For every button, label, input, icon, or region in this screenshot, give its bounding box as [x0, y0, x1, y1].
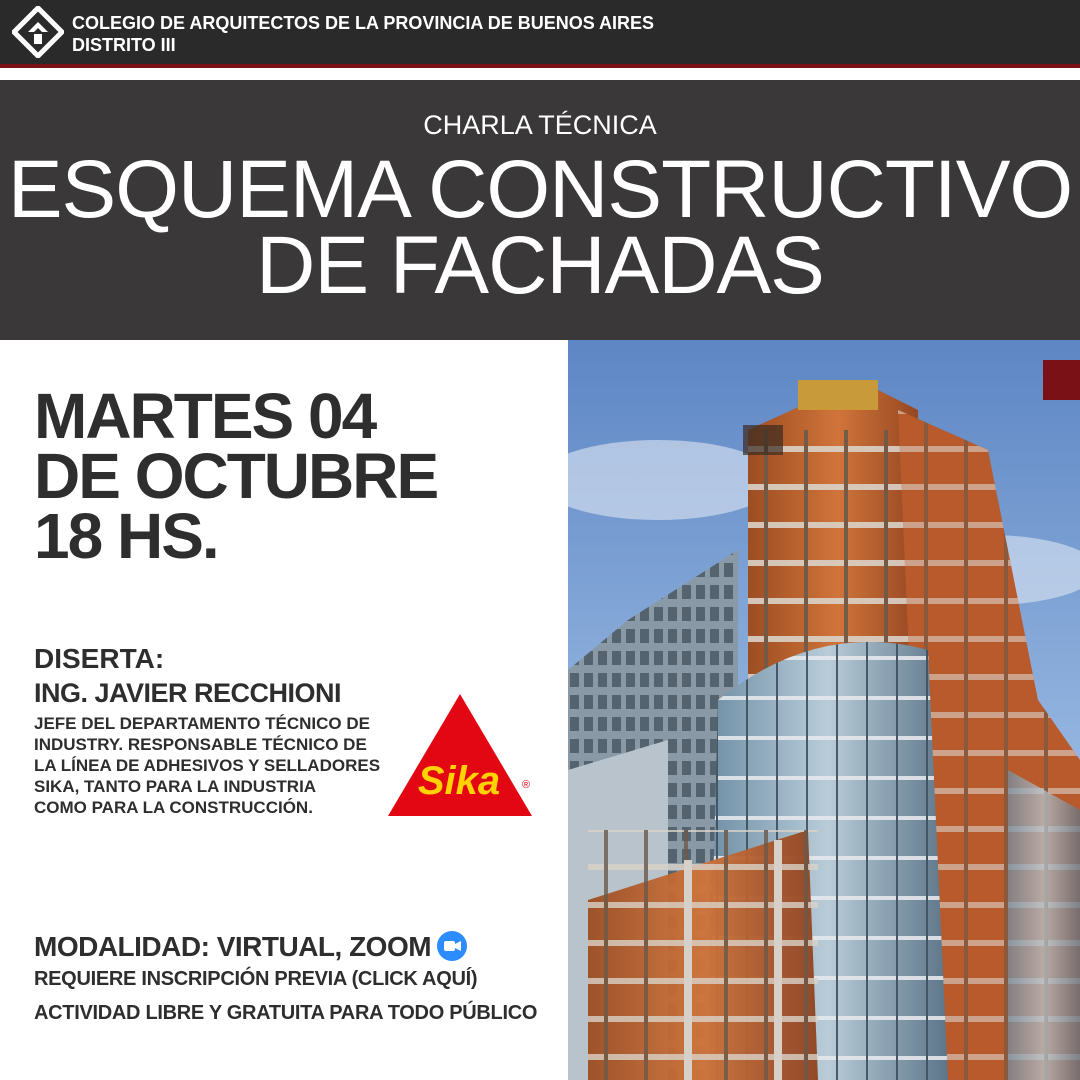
sika-logo: [386, 690, 536, 818]
org-line2: DISTRITO III: [72, 35, 176, 55]
title-line1: ESQUEMA CONSTRUCTIVO: [7, 144, 1073, 235]
colegio-logo-icon: [12, 6, 64, 58]
desc-line: INDUSTRY. RESPONSABLE TÉCNICO DE: [34, 735, 367, 754]
event-time: 18 HS.: [34, 500, 218, 572]
sika-logo-text: Sika: [417, 759, 501, 803]
header-accent-line: [0, 64, 1080, 68]
modality-text: MODALIDAD: VIRTUAL, ZOOM: [34, 931, 432, 962]
title-line2: DE FACHADAS: [256, 220, 824, 311]
desc-line: COMO PARA LA CONSTRUCCIÓN.: [34, 798, 313, 817]
date-line2: DE OCTUBRE: [34, 440, 438, 512]
signup-link[interactable]: REQUIERE INSCRIPCIÓN PREVIA (CLICK AQUÍ): [34, 968, 478, 990]
desc-line: JEFE DEL DEPARTAMENTO TÉCNICO DE: [34, 714, 370, 733]
accent-block: [1043, 360, 1080, 400]
zoom-icon: [437, 931, 467, 961]
date-line1: MARTES 04: [34, 380, 376, 452]
speaker-description: [34, 713, 394, 818]
event-title: [0, 144, 1080, 311]
speaker-heading: DISERTA:: [34, 643, 165, 674]
desc-line: SIKA, TANTO PARA LA INDUSTRIA: [34, 777, 317, 796]
building-photo: [568, 340, 1080, 1080]
registered-mark: ®: [522, 779, 531, 791]
free-activity-note: ACTIVIDAD LIBRE Y GRATUITA PARA TODO PÚBLICO: [34, 1002, 538, 1024]
event-date: [34, 380, 438, 572]
org-line1: COLEGIO DE ARQUITECTOS DE LA PROVINCIA DE BUENOS AIRES: [72, 13, 655, 33]
speaker-name: ING. JAVIER RECCHIONI: [34, 678, 342, 708]
organization-name: [72, 12, 654, 56]
event-type: CHARLA TÉCNICA: [423, 110, 657, 140]
modality-line: [34, 930, 467, 964]
desc-line: LA LÍNEA DE ADHESIVOS Y SELLADORES: [34, 756, 381, 775]
